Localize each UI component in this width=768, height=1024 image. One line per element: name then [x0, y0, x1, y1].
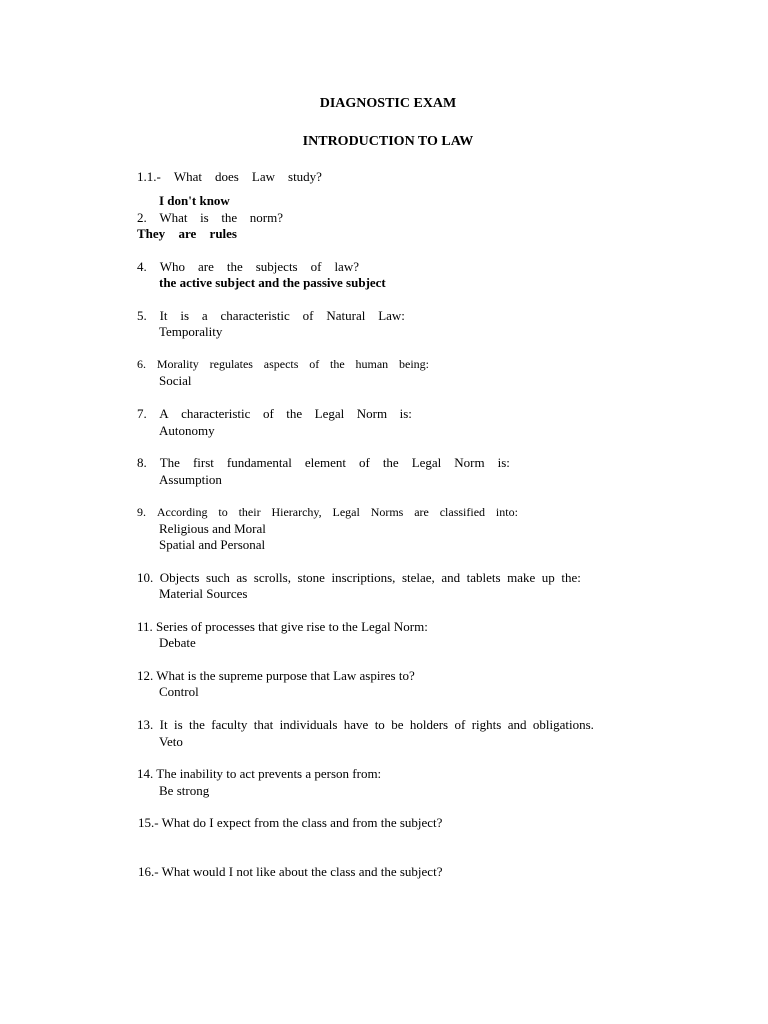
question-7: 7. A characteristic of the Legal Norm is: [137, 406, 412, 421]
question-13: 13. It is the faculty that individuals have to be holders of rights and obligations. [137, 717, 594, 732]
question-6: 6. Morality regulates aspects of the human being: [137, 357, 429, 371]
question-16: 16.- What would I not like about the class and the subject? [138, 864, 443, 879]
question-5: 5. It is a characteristic of Natural Law: [137, 308, 405, 323]
answer-8: Assumption [159, 472, 222, 487]
answer-7: Autonomy [159, 423, 215, 438]
answer-5: Temporality [159, 324, 223, 339]
question-15: 15.- What do I expect from the class and from the subject? [138, 815, 443, 830]
question-11: 11. Series of processes that give rise to the Legal Norm: [137, 619, 428, 634]
question-1: 1.1.- What does Law study? [137, 169, 322, 184]
question-14: 14. The inability to act prevents a person from: [137, 766, 382, 781]
question-4: 4. Who are the subjects of law? [137, 259, 359, 274]
answer-9a: Religious and Moral [159, 521, 266, 536]
exam-title: DIAGNOSTIC EXAM [319, 96, 457, 111]
answer-6: Social [159, 373, 192, 388]
answer-11: Debate [159, 635, 196, 650]
answer-14: Be strong [159, 783, 210, 798]
answer-13: Veto [159, 734, 183, 749]
question-12: 12. What is the supreme purpose that Law aspires to? [137, 668, 415, 683]
answer-10: Material Sources [159, 586, 248, 601]
answer-9b: Spatial and Personal [159, 537, 266, 552]
question-8: 8. The first fundamental element of the Legal Norm is: [137, 455, 510, 470]
answer-1: I don't know [159, 193, 230, 208]
answer-4: the active subject and the passive subject [159, 275, 386, 290]
question-10: 10. Objects such as scrolls, stone inscriptions, stelae, and tablets make up the: [137, 570, 581, 585]
answer-12: Control [159, 684, 199, 699]
exam-subtitle: INTRODUCTION TO LAW [302, 134, 474, 149]
answer-2: They are rules [137, 226, 237, 241]
question-2: 2. What is the norm? [137, 210, 283, 225]
question-9: 9. According to their Hierarchy, Legal Norms are classified into: [137, 505, 518, 519]
